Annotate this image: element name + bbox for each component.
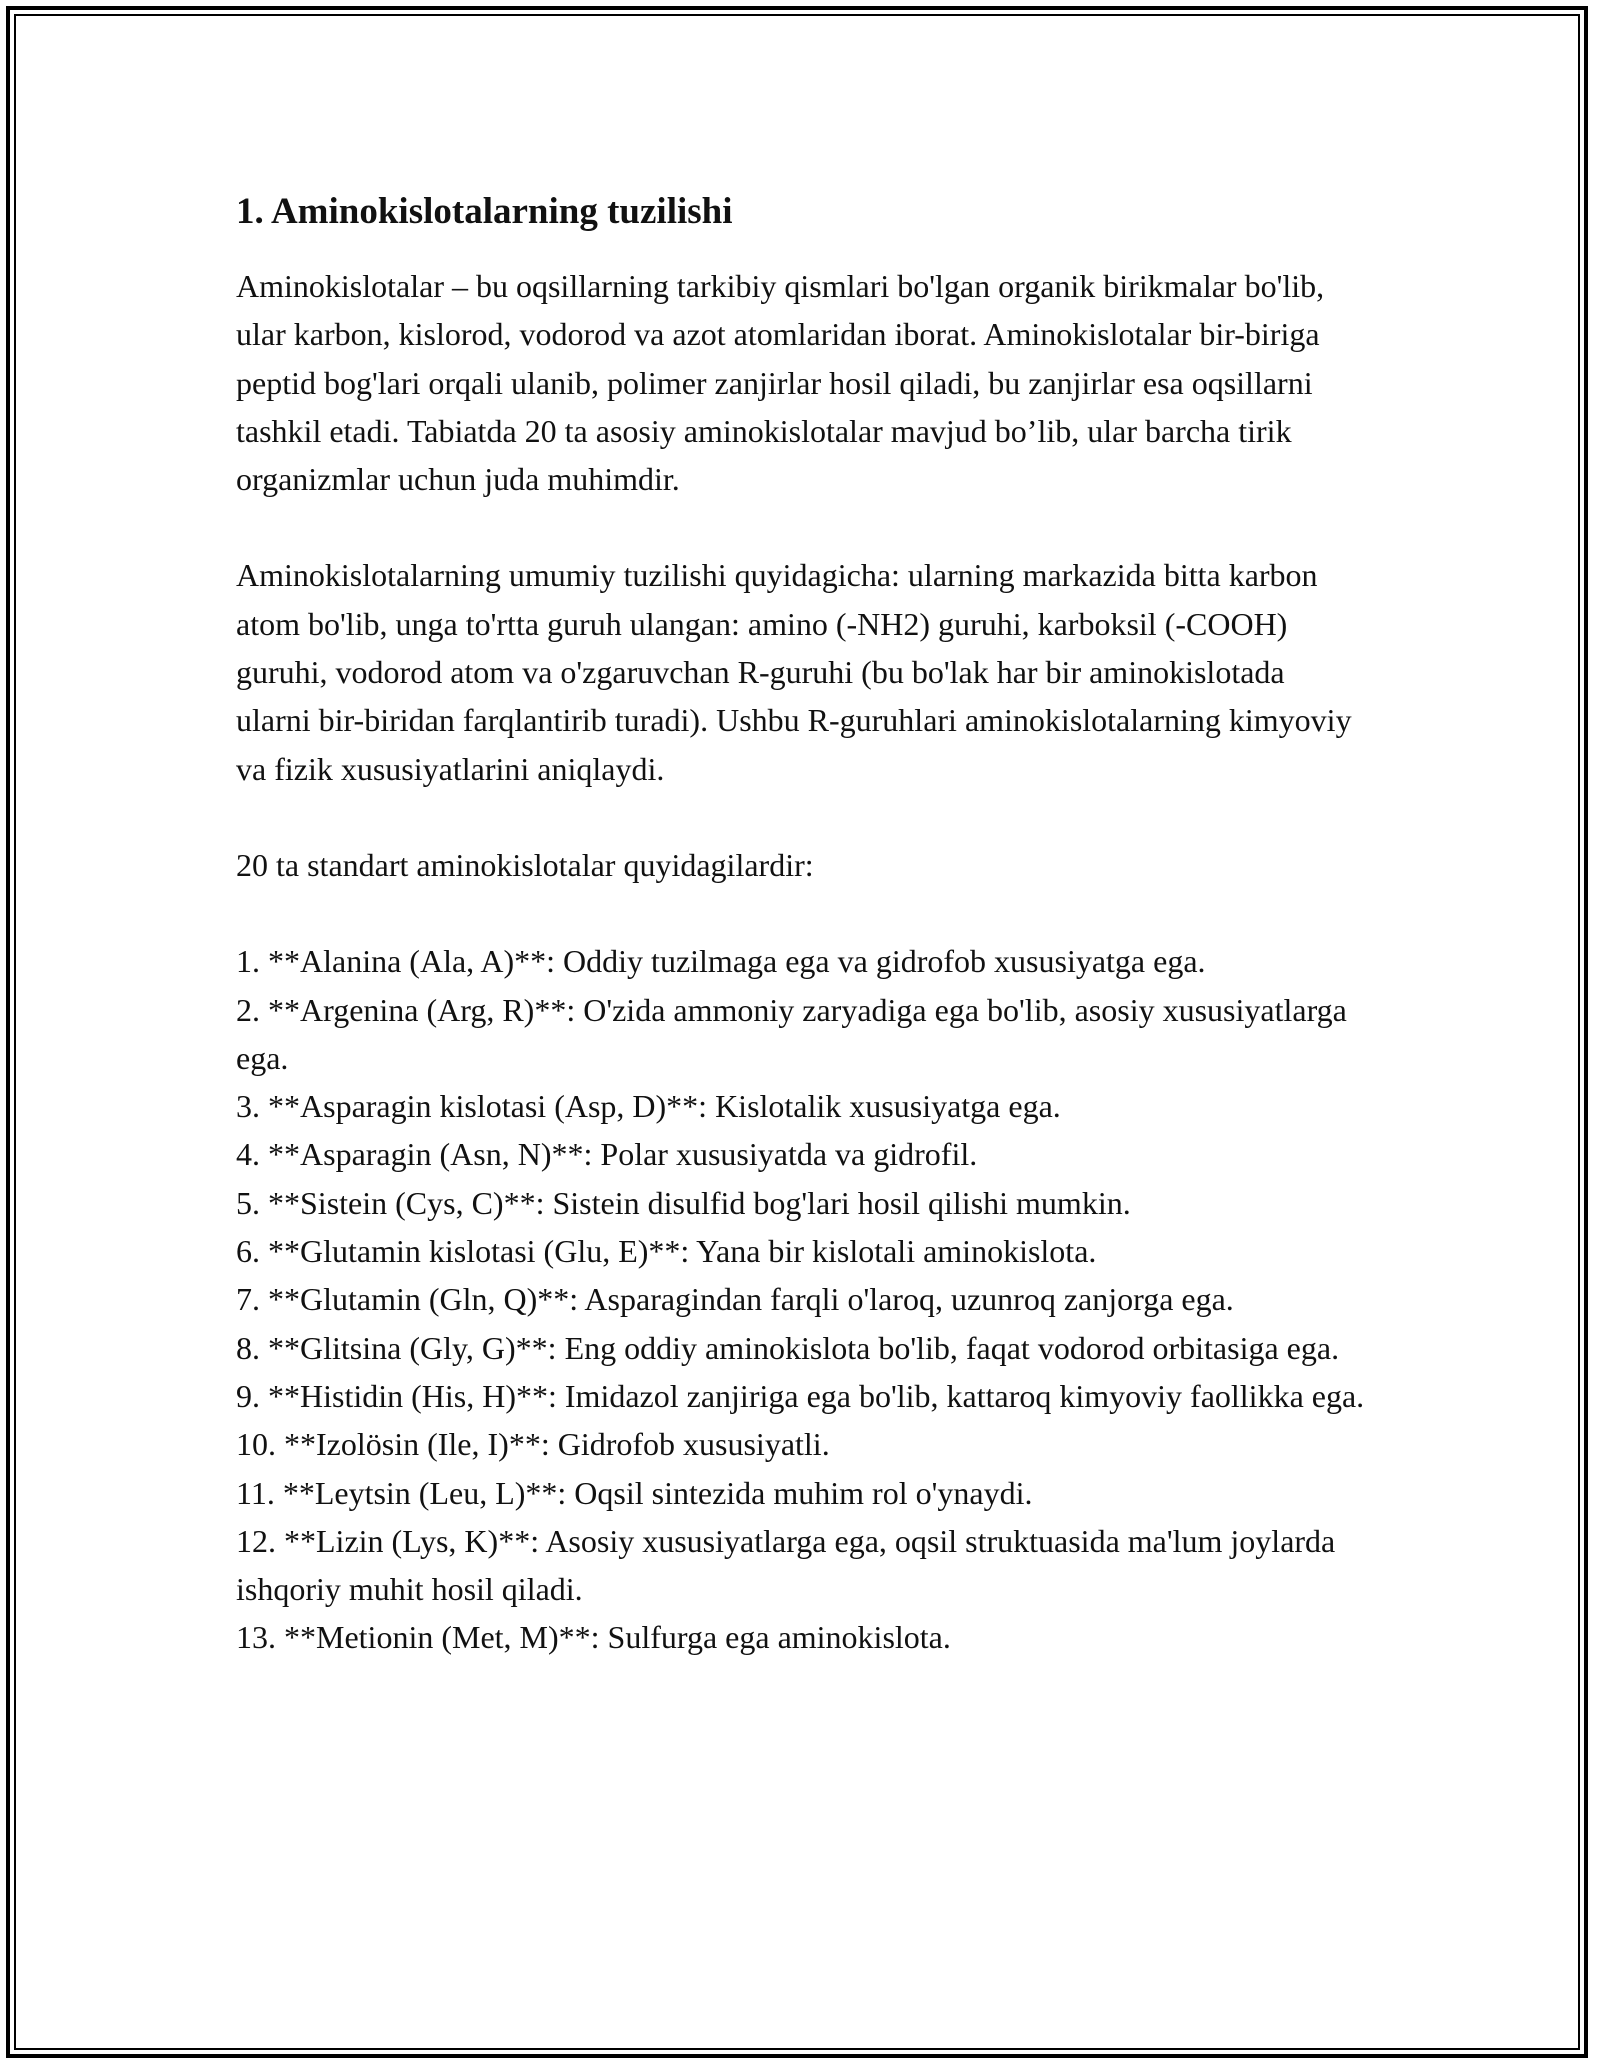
paragraph-gap (236, 889, 1366, 937)
paragraph-gap (236, 503, 1366, 551)
list-item: 6. **Glutamin kislotasi (Glu, E)**: Yana bir kislotali aminokislota. (236, 1233, 1097, 1270)
list-item: 2. **Argenina (Arg, R)**: O'zida ammoniy zaryadiga ega bo'lib, asosiy xususiyatlarga ega. (236, 991, 1347, 1076)
paragraph-gap (236, 793, 1366, 841)
list-item: 10. **Izolösin (Ile, I)**: Gidrofob xususiyatli. (236, 1426, 830, 1463)
section-heading: 1. Aminokislotalarning tuzilishi (236, 191, 733, 232)
list-item: 11. **Leytsin (Leu, L)**: Oqsil sintezida muhim rol o'ynaydi. (236, 1474, 1033, 1511)
list-item: 9. **Histidin (His, H)**: Imidazol zanjiriga ega bo'lib, kattaroq kimyoviy faollikka ega. (236, 1377, 1365, 1414)
amino-acid-list (236, 937, 1366, 1661)
list-item: 8. **Glitsina (Gly, G)**: Eng oddiy aminokislota bo'lib, faqat vodorod orbitasiga ega. (236, 1329, 1340, 1366)
list-item: 7. **Glutamin (Gln, Q)**: Asparagindan farqli o'laroq, uzunroq zanjorga ega. (236, 1281, 1234, 1318)
list-item: 1. **Alanina (Ala, A)**: Oddiy tuzilmaga ega va gidrofob xususiyatga ega. (236, 943, 1206, 980)
list-item: 3. **Asparagin kislotasi (Asp, D)**: Kislotalik xususiyatga ega. (236, 1088, 1061, 1125)
intro-paragraph: Aminokislotalar – bu oqsillarning tarkibiy qismlari bo'lgan organik birikmalar bo'lib, ular karbon, kislorod, vodorod va azot atomlaridan iborat. Aminokislotalar bir-biriga peptid bog'lari orqali ulanib, polimer zanjirlar hosil qiladi, bu zanjirlar esa oqsillarni tashkil etadi. Tabiatda 20 ta asosiy aminokislotalar mavjud bo’lib, ular barcha tirik organizmlar uchun juda muhimdir. (236, 268, 1325, 498)
list-item: 4. **Asparagin (Asn, N)**: Polar xususiyatda va gidrofil. (236, 1136, 978, 1173)
structure-paragraph: Aminokislotalarning umumiy tuzilishi quyidagicha: ularning markazida bitta karbon atom bo'lib, unga to'rtta guruh ulangan: amino (-NH2) guruhi, karboksil (-COOH) guruhi, vodorod atom va o'zgaruvchan R-guruhi (bu bo'lak har bir aminokislotada ularni bir-biridan farqlantirib turadi). Ushbu R-guruhlari aminokislotalarning kimyoviy va fizik xususiyatlarini aniqlaydi. (236, 557, 1352, 787)
list-item: 5. **Sistein (Cys, C)**: Sistein disulfid bog'lari hosil qilishi mumkin. (236, 1184, 1131, 1221)
list-item: 13. **Metionin (Met, M)**: Sulfurga ega aminokislota. (236, 1619, 951, 1656)
list-item: 12. **Lizin (Lys, K)**: Asosiy xususiyatlarga ega, oqsil struktuasida ma'lum joylarda ishqoriy muhit hosil qiladi. (236, 1522, 1336, 1608)
document-body (236, 184, 1366, 1662)
list-intro: 20 ta standart aminokislotalar quyidagilardir: (236, 846, 814, 883)
